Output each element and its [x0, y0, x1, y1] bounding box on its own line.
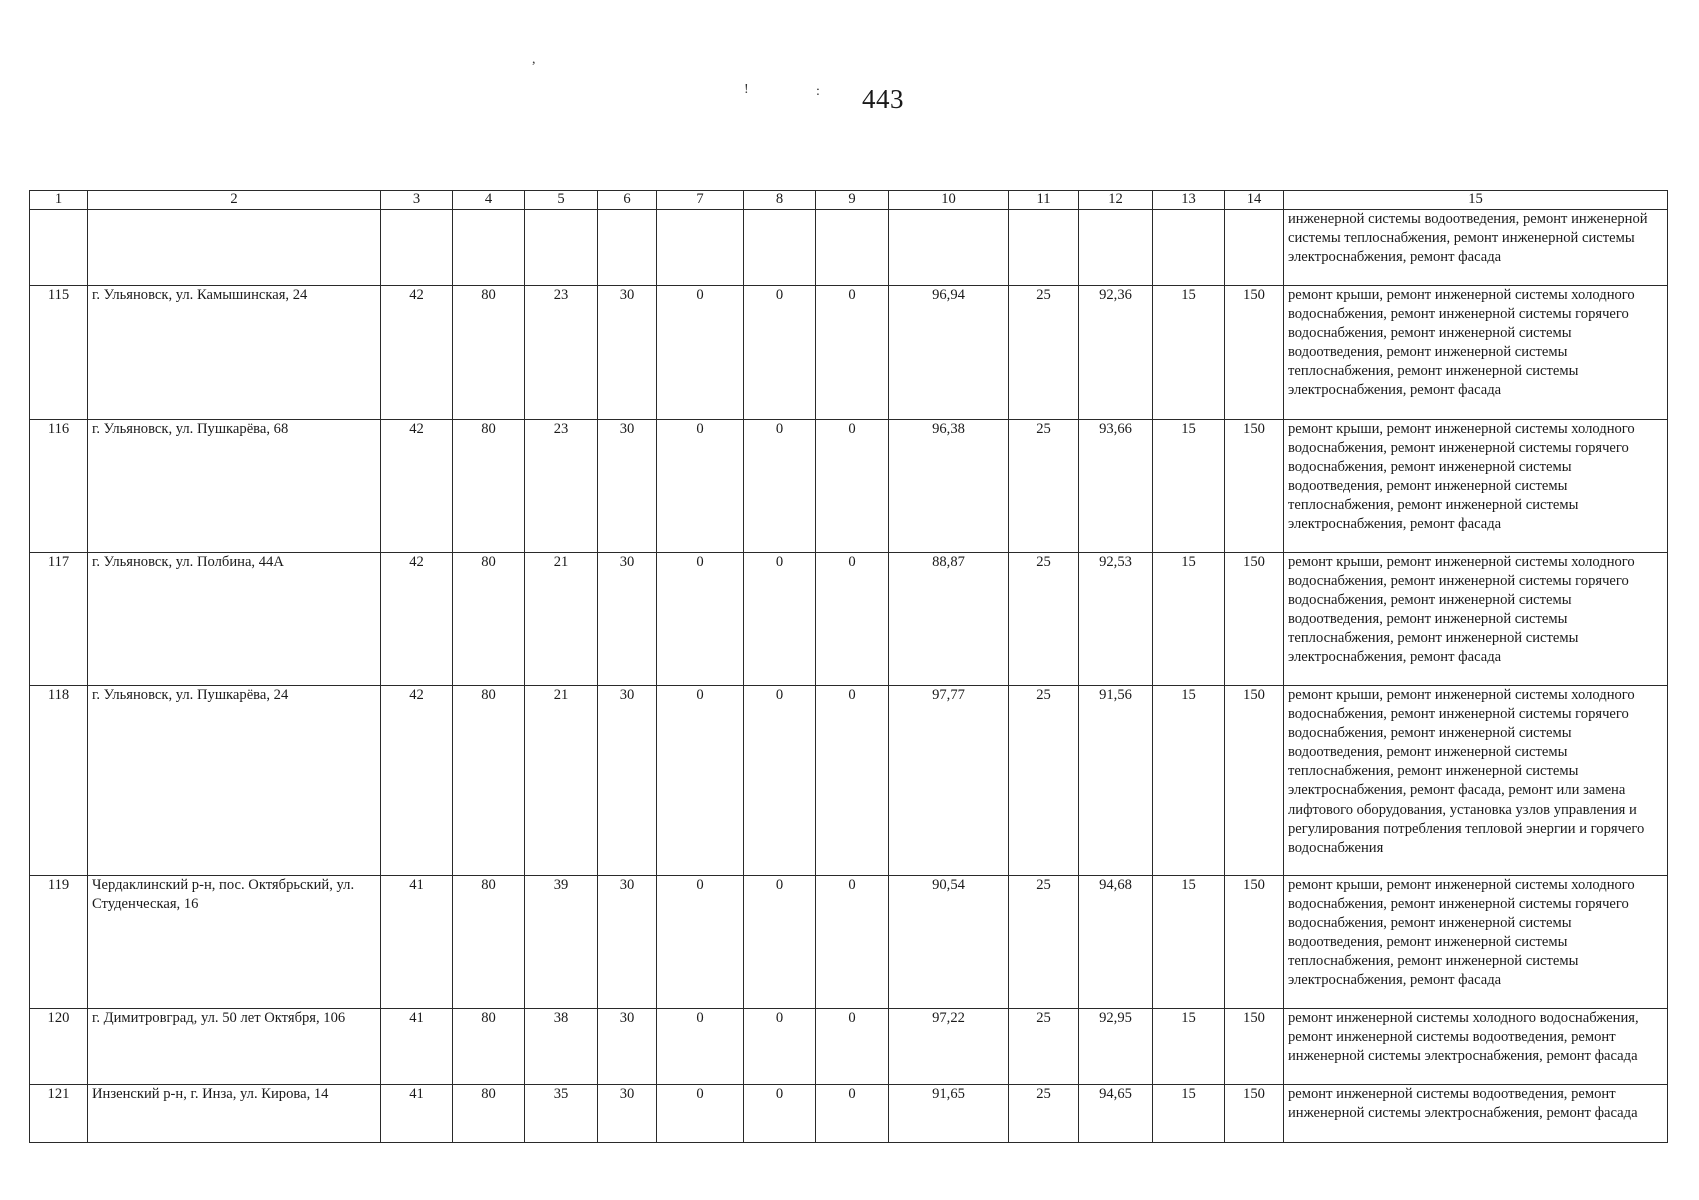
- cell: 91,56: [1079, 686, 1153, 876]
- cell-index: 120: [30, 1009, 88, 1085]
- cell-index: 119: [30, 876, 88, 1009]
- cell-works: ремонт крыши, ремонт инженерной системы холодного водоснабжения, ремонт инженерной системы горячего водоснабжения, ремонт инженерной системы водоотведения, ремонт инженерной системы теплоснабжения, ремонт инженерной системы электроснабжения, ремонт фасада: [1284, 876, 1668, 1009]
- cell: 91,65: [889, 1085, 1009, 1143]
- cell-index: 115: [30, 286, 88, 420]
- header-cell: 14: [1225, 191, 1284, 210]
- cell: 0: [744, 1009, 816, 1085]
- cell: 15: [1153, 420, 1225, 553]
- table-row: [30, 1085, 1668, 1143]
- cell: 15: [1153, 1009, 1225, 1085]
- cell-works: ремонт крыши, ремонт инженерной системы холодного водоснабжения, ремонт инженерной системы горячего водоснабжения, ремонт инженерной системы водоотведения, ремонт инженерной системы теплоснабжения, ремонт инженерной системы электроснабжения, ремонт фасада, ремонт или замена лифтового оборудования, установка узлов управления и регулирования потребления тепловой энергии и горячего водоснабжения: [1284, 686, 1668, 876]
- cell: [381, 210, 453, 286]
- cell: [453, 210, 525, 286]
- cell: 0: [816, 420, 889, 553]
- cell: 88,87: [889, 553, 1009, 686]
- cell: 25: [1009, 1085, 1079, 1143]
- cell: 0: [744, 1085, 816, 1143]
- cell: 97,22: [889, 1009, 1009, 1085]
- cell-address: Чердаклинский р-н, пос. Октябрьский, ул. Студенческая, 16: [88, 876, 381, 1009]
- scan-speck: !: [744, 82, 749, 97]
- cell: 80: [453, 1009, 525, 1085]
- header-cell: 8: [744, 191, 816, 210]
- cell: 80: [453, 1085, 525, 1143]
- cell: 41: [381, 1085, 453, 1143]
- header-cell: 15: [1284, 191, 1668, 210]
- cell: 30: [598, 686, 657, 876]
- cell-works: ремонт крыши, ремонт инженерной системы холодного водоснабжения, ремонт инженерной системы горячего водоснабжения, ремонт инженерной системы водоотведения, ремонт инженерной системы теплоснабжения, ремонт инженерной системы электроснабжения, ремонт фасада: [1284, 553, 1668, 686]
- data-table: [29, 190, 1668, 1143]
- cell: 30: [598, 1085, 657, 1143]
- cell: 25: [1009, 553, 1079, 686]
- cell: 42: [381, 420, 453, 553]
- cell-index: 116: [30, 420, 88, 553]
- cell: 0: [744, 286, 816, 420]
- header-cell: 4: [453, 191, 525, 210]
- cell: 30: [598, 553, 657, 686]
- cell: 97,77: [889, 686, 1009, 876]
- cell: [889, 210, 1009, 286]
- cell: 30: [598, 876, 657, 1009]
- header-cell: 1: [30, 191, 88, 210]
- cell-works: инженерной системы водоотведения, ремонт инженерной системы теплоснабжения, ремонт инженерной системы электроснабжения, ремонт фасада: [1284, 210, 1668, 286]
- cell: 150: [1225, 1085, 1284, 1143]
- cell: 25: [1009, 286, 1079, 420]
- cell: [1153, 210, 1225, 286]
- header-row: [30, 191, 1668, 210]
- header-cell: 9: [816, 191, 889, 210]
- cell: 0: [657, 286, 744, 420]
- header-cell: 7: [657, 191, 744, 210]
- cell-index: 117: [30, 553, 88, 686]
- cell: 30: [598, 1009, 657, 1085]
- cell: [525, 210, 598, 286]
- cell: 0: [816, 553, 889, 686]
- cell: 92,36: [1079, 286, 1153, 420]
- header-cell: 3: [381, 191, 453, 210]
- cell-address: г. Ульяновск, ул. Полбина, 44А: [88, 553, 381, 686]
- cell: 0: [657, 686, 744, 876]
- cell: 0: [816, 686, 889, 876]
- cell: 150: [1225, 876, 1284, 1009]
- cell: 41: [381, 1009, 453, 1085]
- header-cell: 12: [1079, 191, 1153, 210]
- cell: [598, 210, 657, 286]
- cell: 80: [453, 876, 525, 1009]
- cell: 0: [744, 553, 816, 686]
- cell: 39: [525, 876, 598, 1009]
- scan-speck: ,: [532, 52, 536, 67]
- cell: 38: [525, 1009, 598, 1085]
- header-cell: 11: [1009, 191, 1079, 210]
- cell: 0: [744, 686, 816, 876]
- cell: 80: [453, 286, 525, 420]
- cell: 0: [744, 876, 816, 1009]
- cell: 96,94: [889, 286, 1009, 420]
- cell: 15: [1153, 876, 1225, 1009]
- scan-speck: :: [816, 84, 820, 99]
- cell-works: ремонт крыши, ремонт инженерной системы холодного водоснабжения, ремонт инженерной системы горячего водоснабжения, ремонт инженерной системы водоотведения, ремонт инженерной системы теплоснабжения, ремонт инженерной системы электроснабжения, ремонт фасада: [1284, 420, 1668, 553]
- cell-address: г. Ульяновск, ул. Пушкарёва, 24: [88, 686, 381, 876]
- cell: 25: [1009, 1009, 1079, 1085]
- cell: 0: [657, 1085, 744, 1143]
- cell: 92,95: [1079, 1009, 1153, 1085]
- cell-address: г. Димитровград, ул. 50 лет Октября, 106: [88, 1009, 381, 1085]
- cell: 30: [598, 420, 657, 553]
- cell: 0: [744, 420, 816, 553]
- cell: [1225, 210, 1284, 286]
- cell: 25: [1009, 420, 1079, 553]
- cell: 93,66: [1079, 420, 1153, 553]
- cell: 150: [1225, 553, 1284, 686]
- cell: 23: [525, 420, 598, 553]
- cell: 90,54: [889, 876, 1009, 1009]
- cell: 30: [598, 286, 657, 420]
- table-row: [30, 686, 1668, 876]
- cell-index: [30, 210, 88, 286]
- cell: [816, 210, 889, 286]
- cell: 80: [453, 420, 525, 553]
- table-row: [30, 420, 1668, 553]
- cell: 0: [657, 420, 744, 553]
- cell: 80: [453, 553, 525, 686]
- cell-works: ремонт крыши, ремонт инженерной системы холодного водоснабжения, ремонт инженерной системы горячего водоснабжения, ремонт инженерной системы водоотведения, ремонт инженерной системы теплоснабжения, ремонт инженерной системы электроснабжения, ремонт фасада: [1284, 286, 1668, 420]
- cell-works: ремонт инженерной системы холодного водоснабжения, ремонт инженерной системы водоотведения, ремонт инженерной системы электроснабжения, ремонт фасада: [1284, 1009, 1668, 1085]
- cell: 150: [1225, 686, 1284, 876]
- header-cell: 6: [598, 191, 657, 210]
- cell: 94,68: [1079, 876, 1153, 1009]
- header-cell: 2: [88, 191, 381, 210]
- cell: 21: [525, 686, 598, 876]
- cell-address: Инзенский р-н, г. Инза, ул. Кирова, 14: [88, 1085, 381, 1143]
- page-number: 443: [862, 84, 904, 114]
- cell: 96,38: [889, 420, 1009, 553]
- table-row: [30, 876, 1668, 1009]
- cell: 15: [1153, 686, 1225, 876]
- cell: 41: [381, 876, 453, 1009]
- cell: 15: [1153, 286, 1225, 420]
- cell: 0: [657, 876, 744, 1009]
- cell: [657, 210, 744, 286]
- cell-index: 121: [30, 1085, 88, 1143]
- cell: 42: [381, 286, 453, 420]
- cell: 42: [381, 686, 453, 876]
- cell: 0: [816, 1085, 889, 1143]
- cell: 15: [1153, 1085, 1225, 1143]
- cell-address: г. Ульяновск, ул. Пушкарёва, 68: [88, 420, 381, 553]
- cell: 94,65: [1079, 1085, 1153, 1143]
- cell: 80: [453, 686, 525, 876]
- cell: 0: [657, 553, 744, 686]
- cell-index: 118: [30, 686, 88, 876]
- cell: [1079, 210, 1153, 286]
- cell: 150: [1225, 420, 1284, 553]
- header-cell: 10: [889, 191, 1009, 210]
- cell-works: ремонт инженерной системы водоотведения, ремонт инженерной системы электроснабжения, ремонт фасада: [1284, 1085, 1668, 1143]
- cell-address: [88, 210, 381, 286]
- cell: 0: [816, 286, 889, 420]
- cell: 150: [1225, 286, 1284, 420]
- cell-address: г. Ульяновск, ул. Камышинская, 24: [88, 286, 381, 420]
- cell: 42: [381, 553, 453, 686]
- cell: 21: [525, 553, 598, 686]
- cell: 25: [1009, 686, 1079, 876]
- header-cell: 5: [525, 191, 598, 210]
- cell: 0: [816, 1009, 889, 1085]
- cell: 23: [525, 286, 598, 420]
- cell: [1009, 210, 1079, 286]
- cell: 0: [816, 876, 889, 1009]
- cell: 15: [1153, 553, 1225, 686]
- cell: 0: [657, 1009, 744, 1085]
- table-row: [30, 553, 1668, 686]
- header-cell: 13: [1153, 191, 1225, 210]
- cell: 35: [525, 1085, 598, 1143]
- cell: 92,53: [1079, 553, 1153, 686]
- table-row: [30, 210, 1668, 286]
- cell: [744, 210, 816, 286]
- cell: 25: [1009, 876, 1079, 1009]
- cell: 150: [1225, 1009, 1284, 1085]
- table-row: [30, 286, 1668, 420]
- table-row: [30, 1009, 1668, 1085]
